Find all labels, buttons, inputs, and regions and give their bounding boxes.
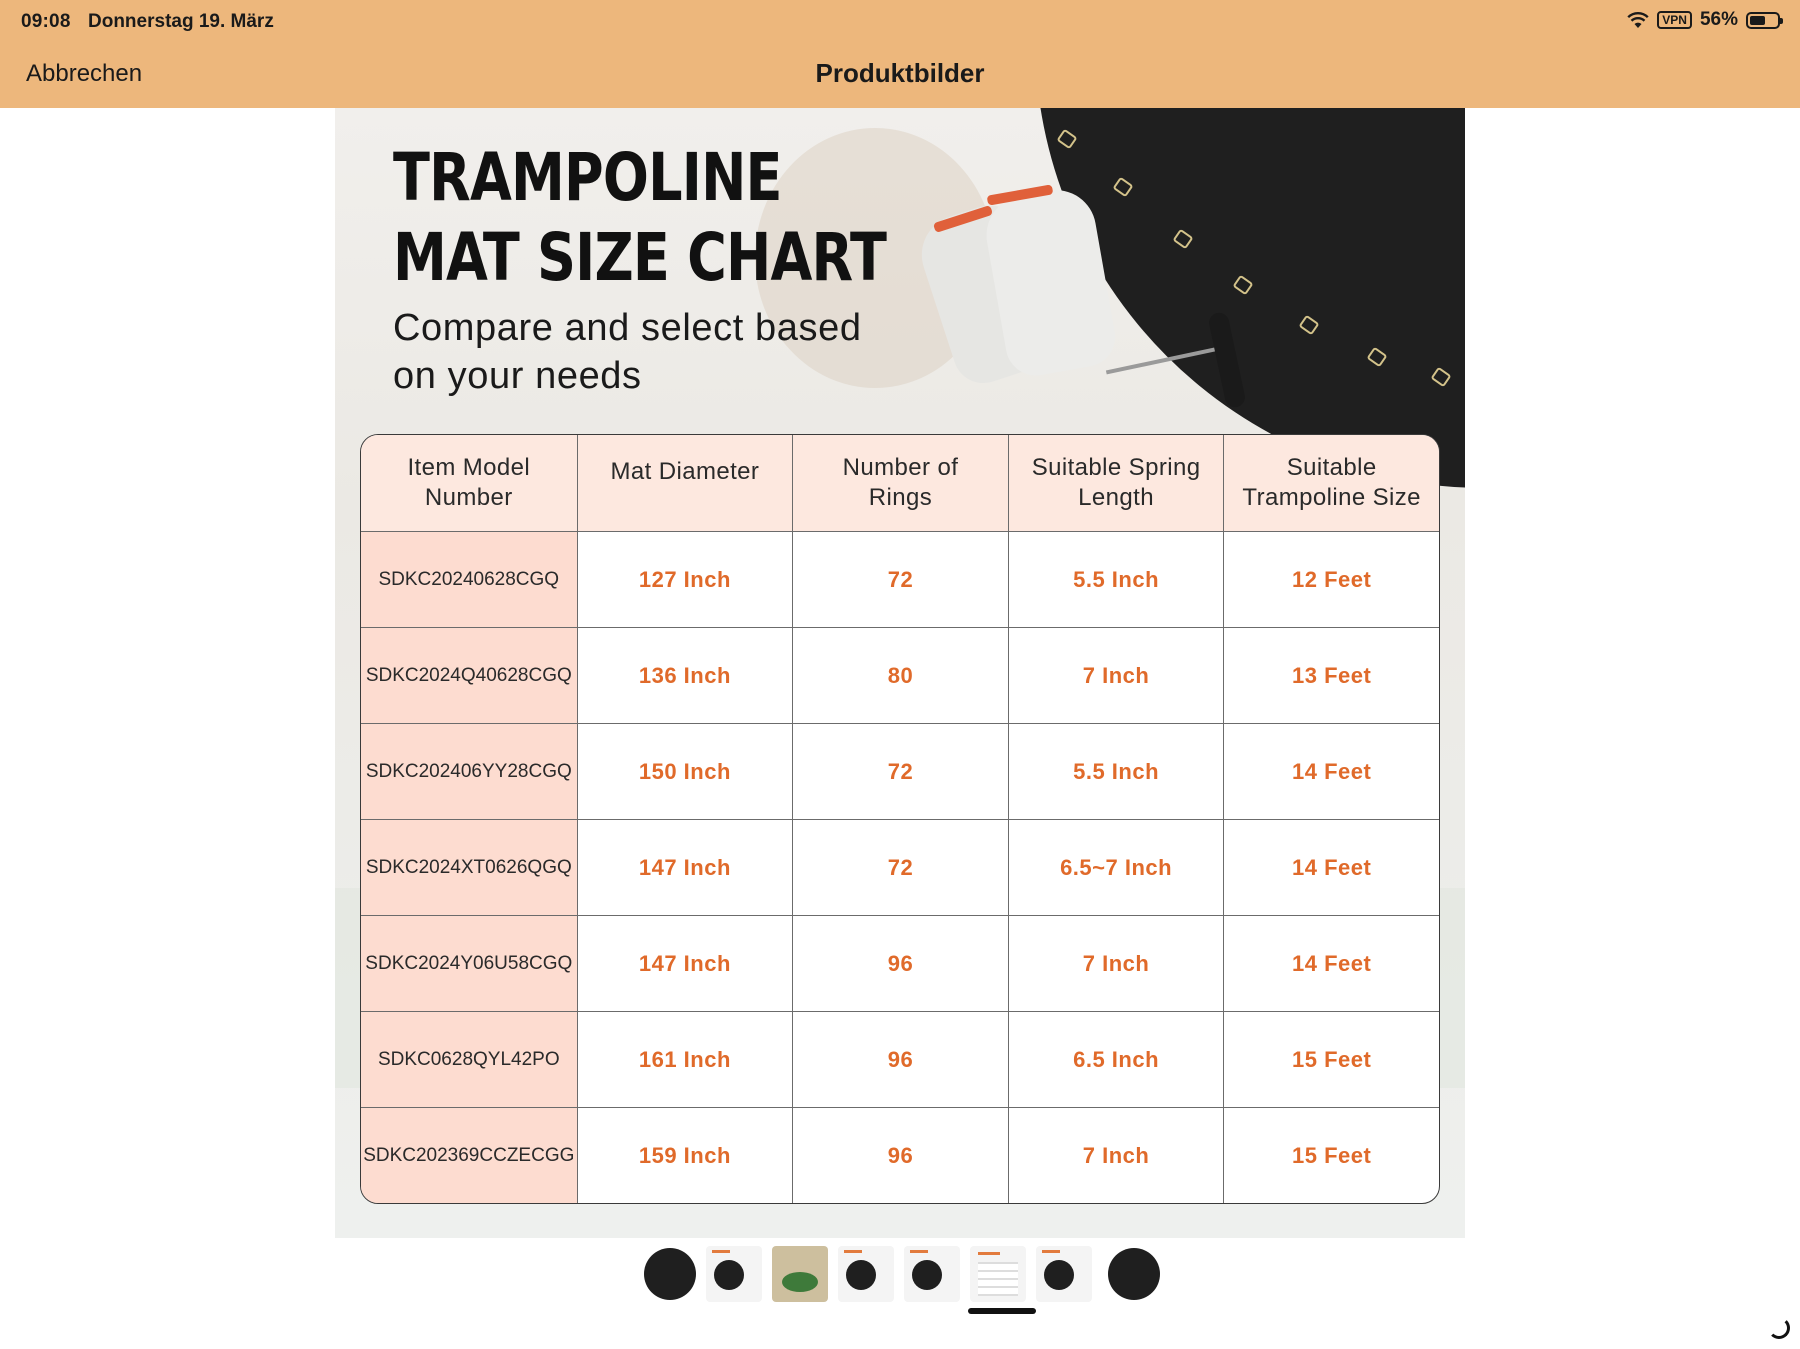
chart-subheading [393, 304, 862, 400]
table-cell: 6.5 Inch [1008, 1012, 1224, 1107]
table-cell: 72 [792, 724, 1008, 819]
table-cell: 5.5 Inch [1008, 532, 1224, 627]
loading-spinner-icon [1768, 1317, 1790, 1339]
table-cell: 15 Feet [1223, 1012, 1439, 1107]
thumbnail-3[interactable] [772, 1246, 828, 1302]
table-cell: 161 Inch [577, 1012, 793, 1107]
table-cell: 12 Feet [1223, 532, 1439, 627]
table-cell: 136 Inch [577, 628, 793, 723]
thumbnail-strip [0, 1246, 1800, 1306]
thumbnail-1[interactable] [642, 1246, 698, 1302]
model-number-cell: SDKC20240628CGQ [361, 532, 577, 627]
battery-icon [1746, 12, 1780, 29]
table-cell: 72 [792, 532, 1008, 627]
table-cell: 150 Inch [577, 724, 793, 819]
heading-line-1: TRAMPOLINE [393, 139, 782, 216]
table-cell: 147 Inch [577, 916, 793, 1011]
table-row [361, 531, 1439, 627]
thumbnail-6[interactable] [970, 1246, 1026, 1302]
subheading-line-1: Compare and select based [393, 307, 862, 349]
status-time: 09:08 [21, 11, 71, 32]
table-cell: 72 [792, 820, 1008, 915]
thumbnail-4[interactable] [838, 1246, 894, 1302]
thumbnail-2[interactable] [706, 1246, 762, 1302]
battery-percent: 56% [1699, 9, 1738, 30]
table-cell: 159 Inch [577, 1108, 793, 1203]
table-cell: 127 Inch [577, 532, 793, 627]
table-header-row [361, 435, 1439, 531]
table-cell: 15 Feet [1223, 1108, 1439, 1203]
model-number-cell: SDKC2024XT0626QGQ [361, 820, 577, 915]
subheading-line-2: on your needs [393, 355, 642, 397]
model-number-cell: SDKC202406YY28CGQ [361, 724, 577, 819]
table-cell: 80 [792, 628, 1008, 723]
table-cell: 7 Inch [1008, 628, 1224, 723]
active-thumbnail-indicator [968, 1308, 1036, 1314]
status-bar [0, 0, 1800, 42]
table-cell: 147 Inch [577, 820, 793, 915]
table-cell: 96 [792, 1012, 1008, 1107]
table-row [361, 627, 1439, 723]
top-bar [0, 0, 1800, 108]
table-cell: 14 Feet [1223, 916, 1439, 1011]
table-row [361, 723, 1439, 819]
page-title: Produktbilder [815, 58, 985, 88]
table-header-cell: Suitable Trampoline Size [1223, 435, 1439, 531]
table-header-cell: Mat Diameter [577, 435, 793, 531]
chart-heading [393, 138, 886, 298]
cancel-button[interactable]: Abbrechen [26, 60, 143, 87]
wifi-icon [1627, 11, 1649, 29]
table-row [361, 915, 1439, 1011]
table-cell: 14 Feet [1223, 724, 1439, 819]
vpn-badge: VPN [1657, 11, 1692, 29]
table-cell: 7 Inch [1008, 916, 1224, 1011]
thumbnail-8[interactable] [1106, 1246, 1162, 1302]
table-row [361, 1011, 1439, 1107]
table-header-cell: Number of Rings [792, 435, 1008, 531]
table-header-cell: Suitable Spring Length [1008, 435, 1224, 531]
model-number-cell: SDKC2024Q40628CGQ [361, 628, 577, 723]
table-cell: 14 Feet [1223, 820, 1439, 915]
model-number-cell: SDKC0628QYL42PO [361, 1012, 577, 1107]
status-date: Donnerstag 19. März [88, 11, 274, 32]
table-cell: 6.5~7 Inch [1008, 820, 1224, 915]
table-row [361, 1107, 1439, 1203]
size-chart-table [360, 434, 1440, 1204]
heading-line-2: MAT SIZE CHART [393, 219, 887, 296]
table-cell: 5.5 Inch [1008, 724, 1224, 819]
status-right [1627, 9, 1780, 31]
table-cell: 13 Feet [1223, 628, 1439, 723]
thumbnail-5[interactable] [904, 1246, 960, 1302]
table-row [361, 819, 1439, 915]
table-header-cell: Item Model Number [407, 454, 531, 511]
table-cell: 7 Inch [1008, 1108, 1224, 1203]
model-number-cell: SDKC2024Y06U58CGQ [361, 916, 577, 1011]
table-cell: 96 [792, 1108, 1008, 1203]
table-cell: 96 [792, 916, 1008, 1011]
thumbnail-7[interactable] [1036, 1246, 1092, 1302]
product-image[interactable] [335, 108, 1465, 1238]
model-number-cell: SDKC202369CCZECGG [361, 1108, 577, 1203]
